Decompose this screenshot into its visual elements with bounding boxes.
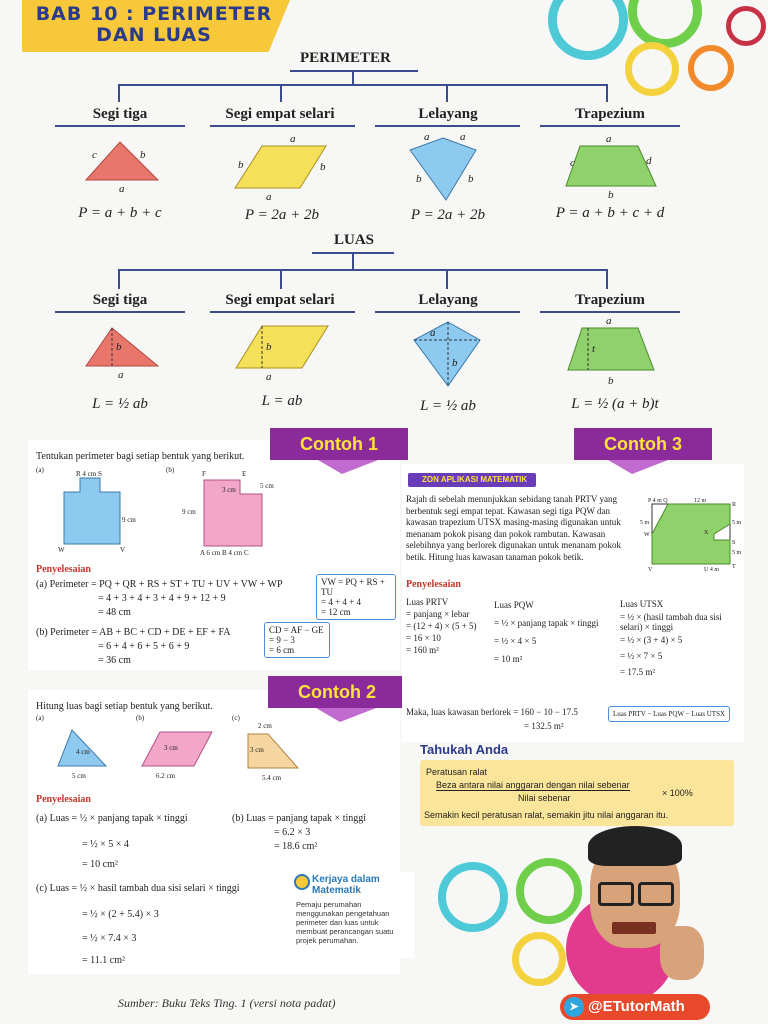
tree-line bbox=[118, 269, 608, 271]
svg-text:b: b bbox=[608, 375, 614, 387]
contoh2-a-line3: = 10 cm² bbox=[82, 859, 118, 870]
svg-text:T: T bbox=[732, 564, 736, 570]
luas-label-lelayang: Lelayang bbox=[418, 292, 478, 308]
perimeter-formula-trapezium: P = a + b + c + d bbox=[555, 205, 665, 221]
luas-formula-segitiga: L = ½ ab bbox=[92, 396, 148, 412]
contoh1-a-line1: (a) Perimeter = PQ + QR + RS + ST + TU + UV + VW + WP bbox=[36, 579, 283, 590]
tree-line bbox=[118, 84, 120, 102]
svg-text:c: c bbox=[570, 157, 575, 169]
tree-line bbox=[446, 269, 448, 289]
svg-text:P 4 m Q: P 4 m Q bbox=[648, 498, 668, 504]
svg-text:5 m: 5 m bbox=[732, 550, 742, 556]
svg-text:5.4 cm: 5.4 cm bbox=[262, 774, 282, 782]
contoh3-solution-label: Penyelesaian bbox=[406, 579, 461, 590]
contoh2-c-line2: = ½ × (2 + 5.4) × 3 bbox=[82, 909, 159, 920]
svg-text:a: a bbox=[460, 131, 466, 143]
svg-text:b: b bbox=[416, 173, 422, 185]
contoh3-final-line2: = 132.5 m² bbox=[524, 721, 564, 731]
svg-text:3 cm: 3 cm bbox=[250, 746, 264, 754]
tahukah-label: Peratusan ralat bbox=[426, 767, 488, 777]
svg-text:(b): (b) bbox=[136, 714, 145, 722]
contoh1-question: Tentukan perimeter bagi setiap bentuk yang berikut. bbox=[36, 451, 245, 462]
svg-text:d: d bbox=[646, 155, 652, 167]
svg-text:(b): (b) bbox=[166, 466, 175, 474]
tahukah-numerator: Beza antara nilai anggaran dengan nilai sebenar bbox=[436, 780, 630, 790]
contoh3-final-note: Luas PRTV − Luas PQW − Luas UTSX bbox=[608, 706, 730, 722]
contoh2-tab: Contoh 2 bbox=[268, 676, 406, 708]
divider bbox=[375, 311, 520, 313]
contoh2-figures bbox=[36, 712, 326, 782]
svg-text:6.2 cm: 6.2 cm bbox=[156, 772, 176, 780]
svg-text:5 m: 5 m bbox=[640, 520, 650, 526]
svg-text:a: a bbox=[606, 133, 612, 145]
svg-text:a: a bbox=[430, 327, 436, 339]
divider bbox=[540, 125, 680, 127]
svg-text:W: W bbox=[58, 546, 65, 554]
contoh1-b-line2: = 6 + 4 + 6 + 5 + 6 + 9 bbox=[98, 641, 190, 652]
contoh3-col1: Luas PRTV = panjang × lebar = (12 + 4) × (5 + 5) = 16 × 10 = 160 m² bbox=[406, 597, 477, 655]
perimeter-shapes bbox=[0, 128, 768, 208]
tree-line bbox=[606, 269, 608, 289]
luas-heading: LUAS bbox=[334, 232, 375, 248]
luas-label-trapezium: Trapezium bbox=[575, 292, 645, 308]
perimeter-formula-segiempat: P = 2a + 2b bbox=[244, 207, 320, 223]
tree-line bbox=[606, 84, 608, 102]
luas-formula-lelayang: L = ½ ab bbox=[420, 398, 476, 414]
contoh3-figure bbox=[640, 494, 740, 574]
tree-line bbox=[280, 269, 282, 289]
contoh1-a-line3: = 48 cm bbox=[98, 607, 131, 618]
divider bbox=[290, 70, 418, 72]
kite-shape bbox=[410, 138, 476, 200]
divider bbox=[210, 125, 355, 127]
luas-label-segiempat: Segi empat selari bbox=[225, 292, 335, 308]
svg-text:5 cm: 5 cm bbox=[72, 772, 86, 780]
contoh1-b-line1: (b) Perimeter = AB + BC + CD + DE + EF + FA bbox=[36, 627, 231, 638]
parallelogram-shape bbox=[235, 146, 326, 188]
svg-text:S: S bbox=[732, 540, 736, 546]
svg-text:a: a bbox=[266, 191, 272, 203]
svg-text:5 m: 5 m bbox=[732, 520, 742, 526]
svg-text:(c): (c) bbox=[232, 714, 240, 722]
tree-line bbox=[446, 84, 448, 102]
divider bbox=[55, 125, 185, 127]
svg-text:V: V bbox=[648, 567, 653, 573]
svg-text:4 cm: 4 cm bbox=[76, 748, 90, 756]
svg-text:a: a bbox=[266, 371, 272, 383]
luas-shapes bbox=[0, 314, 768, 394]
decor-ring bbox=[726, 6, 766, 46]
handle-badge[interactable] bbox=[560, 994, 710, 1020]
svg-text:X: X bbox=[704, 530, 709, 536]
luas-formula-trapezium: L = ½ (a + b)t bbox=[571, 396, 659, 412]
contoh1-solution-label: Penyelesaian bbox=[36, 564, 91, 575]
svg-text:A 6 cm B 4 cm C: A 6 cm B 4 cm C bbox=[200, 549, 249, 557]
avatar bbox=[560, 826, 730, 994]
contoh3-col2: Luas PQW = ½ × panjang tapak × tinggi = ½ × 4 × 5 = 10 m² bbox=[494, 600, 599, 664]
svg-text:E: E bbox=[242, 470, 247, 478]
perimeter-heading: PERIMETER bbox=[300, 50, 391, 66]
divider bbox=[55, 311, 185, 313]
contoh1-a-note: VW = PQ + RS + TU = 4 + 4 + 4 = 12 cm bbox=[316, 574, 396, 620]
perimeter-label-lelayang: Lelayang bbox=[418, 106, 478, 122]
contoh1-b-note: CD = AF − GE = 9 − 3 = 6 cm bbox=[264, 622, 330, 658]
svg-text:t: t bbox=[592, 343, 596, 355]
decor-ring bbox=[548, 0, 628, 60]
divider bbox=[210, 311, 355, 313]
tree-line bbox=[352, 70, 354, 86]
perimeter-formula-lelayang: P = 2a + 2b bbox=[410, 207, 486, 223]
svg-text:b: b bbox=[238, 159, 244, 171]
svg-text:a: a bbox=[424, 131, 430, 143]
contoh2-b-line1: (b) Luas = panjang tapak × tinggi bbox=[232, 813, 367, 824]
svg-text:b: b bbox=[452, 357, 458, 369]
svg-text:(a): (a) bbox=[36, 714, 44, 722]
contoh3-tab: Contoh 3 bbox=[574, 428, 712, 460]
perimeter-label-segiempat: Segi empat selari bbox=[225, 106, 335, 122]
divider bbox=[375, 125, 520, 127]
svg-text:U 4 m: U 4 m bbox=[704, 567, 719, 573]
perimeter-formula-segitiga: P = a + b + c bbox=[78, 205, 162, 221]
svg-text:b: b bbox=[266, 341, 272, 353]
trapezium-shape bbox=[566, 146, 656, 186]
svg-text:R: R bbox=[732, 502, 737, 508]
contoh2-b-line3: = 18.6 cm² bbox=[274, 841, 318, 852]
contoh1-b-line3: = 36 cm bbox=[98, 655, 131, 666]
tree-line bbox=[352, 252, 354, 270]
svg-text:a: a bbox=[290, 133, 296, 145]
tahukah-denominator: Nilai sebenar bbox=[518, 793, 571, 803]
tree-line bbox=[280, 84, 282, 102]
svg-text:a: a bbox=[118, 369, 124, 381]
svg-text:9 cm: 9 cm bbox=[122, 516, 136, 524]
zon-aplikasi-badge: ZON APLIKASI MATEMATIK bbox=[408, 473, 536, 487]
contoh3-paragraph: Rajah di sebelah menunjukkan sebidang tanah PRTV yang berbentuk segi empat tepat. Kawasan segi tiga PQW dan kawasan trapezium UTSX masing-masing digunakan untuk menanam pokok pisang dan pokok rambutan. Kawasan selebihnya yang berlorek digunakan untuk menanam pokok betik. Hitung luas kawasan tanaman pokok betik. bbox=[406, 494, 621, 562]
svg-text:V: V bbox=[120, 546, 126, 554]
contoh1-tab: Contoh 1 bbox=[270, 428, 408, 460]
svg-text:R 4 cm S: R 4 cm S bbox=[76, 470, 102, 478]
svg-text:W: W bbox=[644, 532, 650, 538]
svg-text:b: b bbox=[140, 149, 146, 161]
decor-ring bbox=[628, 0, 702, 48]
kerjaya-title: Kerjaya dalam Matematik bbox=[312, 874, 380, 896]
contoh2-c-line1: (c) Luas = ½ × hasil tambah dua sisi selari × tinggi bbox=[36, 883, 240, 894]
decor-ring bbox=[625, 42, 679, 96]
tahukah-times: × 100% bbox=[662, 788, 693, 798]
svg-text:3 cm: 3 cm bbox=[164, 744, 178, 752]
svg-text:2 cm: 2 cm bbox=[258, 722, 272, 730]
contoh2-a-line1: (a) Luas = ½ × panjang tapak × tinggi bbox=[36, 813, 188, 824]
svg-text:b: b bbox=[116, 341, 122, 353]
svg-text:b: b bbox=[468, 173, 474, 185]
kerjaya-text: Pemaju perumahan menggunakan pengetahuan perimeter dan luas untuk membuat perancangan suatu projek perumahan. bbox=[296, 900, 394, 945]
contoh2-a-line2: = ½ × 5 × 4 bbox=[82, 839, 129, 850]
telegram-icon: ➤ bbox=[564, 997, 584, 1017]
svg-text:5 cm: 5 cm bbox=[260, 482, 274, 490]
svg-text:a: a bbox=[606, 315, 612, 327]
svg-text:c: c bbox=[92, 149, 97, 161]
svg-text:9 cm: 9 cm bbox=[182, 508, 196, 516]
svg-text:12 m: 12 m bbox=[694, 498, 707, 504]
tree-line bbox=[118, 84, 608, 86]
contoh2-c-line3: = ½ × 7.4 × 3 bbox=[82, 933, 137, 944]
perimeter-label-trapezium: Trapezium bbox=[575, 106, 645, 122]
source-caption: Sumber: Buku Teks Ting. 1 (versi nota padat) bbox=[118, 996, 336, 1010]
contoh2-b-line2: = 6.2 × 3 bbox=[274, 827, 311, 838]
contoh3-col3: Luas UTSX = ½ × (hasil tambah dua sisi selari) × tinggi = ½ × (3 + 4) × 5 = ½ × 7 × 5 = 17.5 m² bbox=[620, 599, 722, 677]
contoh2-solution-label: Penyelesaian bbox=[36, 794, 91, 805]
divider bbox=[540, 311, 680, 313]
decor-ring bbox=[438, 862, 508, 932]
decor-ring bbox=[512, 932, 566, 986]
svg-text:F: F bbox=[202, 470, 206, 478]
tahukah-note: Semakin kecil peratusan ralat, semakin jitu nilai anggaran itu. bbox=[424, 810, 669, 820]
contoh1-a-line2: = 4 + 3 + 4 + 3 + 4 + 9 + 12 + 9 bbox=[98, 593, 226, 604]
svg-text:b: b bbox=[320, 161, 326, 173]
kerjaya-icon bbox=[294, 874, 310, 890]
luas-label-segitiga: Segi tiga bbox=[92, 292, 148, 308]
perimeter-label-segitiga: Segi tiga bbox=[92, 106, 148, 122]
tahukah-title: Tahukah Anda bbox=[420, 742, 509, 757]
svg-text:b: b bbox=[608, 189, 614, 201]
contoh2-question: Hitung luas bagi setiap bentuk yang berikut. bbox=[36, 701, 213, 712]
tree-line bbox=[118, 269, 120, 289]
svg-text:3 cm: 3 cm bbox=[222, 486, 236, 494]
luas-formula-segiempat: L = ab bbox=[261, 393, 303, 409]
page-title: BAB 10 : PERIMETER DAN LUAS bbox=[35, 3, 273, 46]
contoh2-c-line4: = 11.1 cm² bbox=[82, 955, 125, 966]
triangle-shape bbox=[86, 142, 158, 180]
handle-text: @ETutorMath bbox=[588, 998, 685, 1015]
svg-text:a: a bbox=[119, 183, 125, 195]
contoh3-final-line1: Maka, luas kawasan berlorek = 160 − 10 − 17.5 bbox=[406, 707, 578, 717]
svg-text:(a): (a) bbox=[36, 466, 44, 474]
contoh1-figures bbox=[36, 466, 296, 558]
decor-ring bbox=[688, 45, 734, 91]
